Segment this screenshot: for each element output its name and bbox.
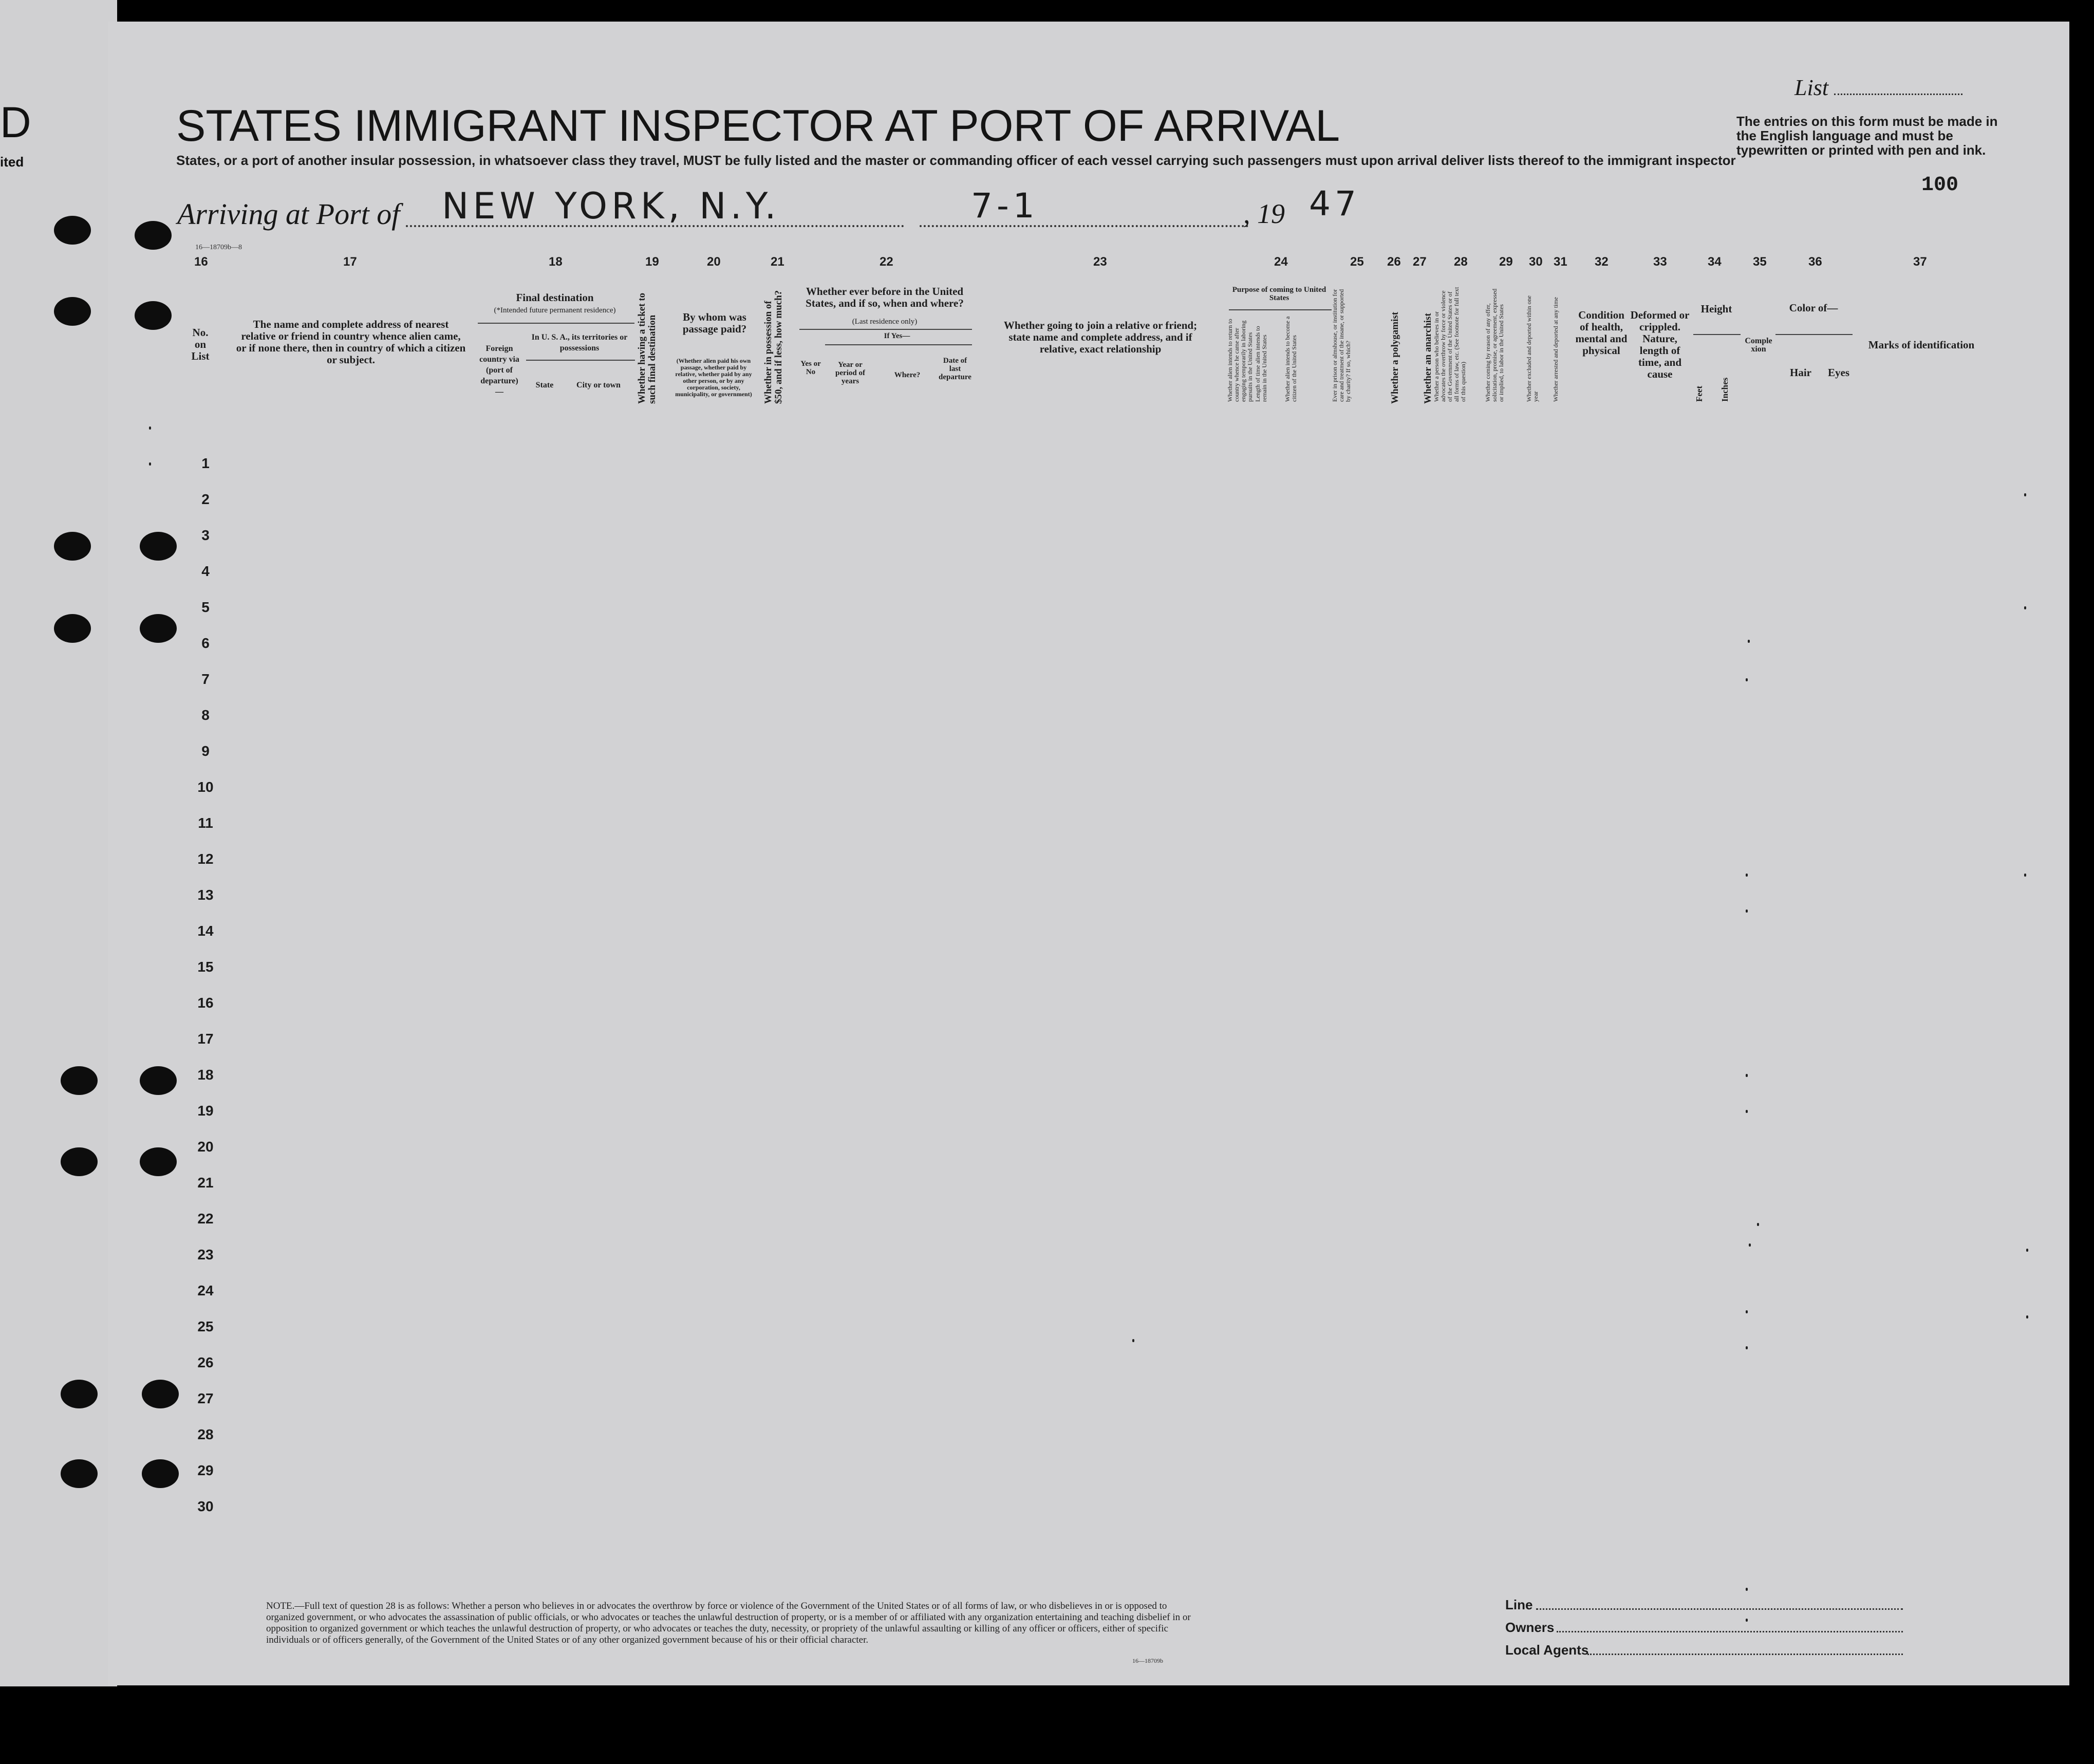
binder-hole — [142, 1380, 179, 1408]
scan-speck — [2026, 1315, 2028, 1319]
row-number: 27 — [197, 1390, 214, 1406]
line-field — [1536, 1608, 1903, 1610]
col24-title: Purpose of coming to United States — [1232, 286, 1326, 302]
row-number: 16 — [197, 995, 214, 1011]
col17-header: The name and complete address of nearest relative or friend in country whence alien came, or if none there, then in country of which a citizen or subject. — [236, 318, 466, 366]
row-number: 13 — [197, 887, 214, 903]
scan-speck — [1746, 909, 1748, 913]
col23-header: Whether going to join a relative or friend; state name and complete address, and if relative, exact relationship — [1003, 319, 1198, 355]
arriving-label: Arriving at Port of — [177, 197, 400, 231]
binder-hole — [54, 614, 91, 643]
column-number: 36 — [1808, 255, 1822, 269]
row-number: 12 — [197, 851, 214, 867]
col22-title: Whether ever before in the United States, and if so, when and where? — [806, 285, 964, 309]
row-number: 30 — [197, 1498, 214, 1514]
col30-header: Whether excluded and deported within one year — [1525, 295, 1539, 402]
binder-hole — [61, 1147, 98, 1176]
col34-header: Height — [1700, 303, 1732, 315]
scan-speck — [1746, 1110, 1748, 1113]
binder-hole — [142, 1459, 179, 1488]
col18-rule — [478, 323, 634, 324]
col18-usa-rule — [526, 360, 635, 361]
col36-rule — [1775, 334, 1853, 335]
col20-title: By whom was passage paid? — [682, 311, 747, 335]
manifest-page — [108, 22, 2069, 1685]
col18-usa: In U. S. A., its territories or possessions — [531, 333, 628, 352]
column-number: 21 — [771, 255, 784, 269]
col36-hair: Hair — [1790, 366, 1811, 379]
scan-speck — [2024, 493, 2026, 496]
col34-inches: Inches — [1720, 377, 1730, 402]
column-number: 16 — [194, 255, 208, 269]
binder-hole — [140, 1066, 177, 1095]
year-handwritten: 47 — [1309, 184, 1360, 224]
row-number: 9 — [201, 743, 210, 759]
binder-hole — [54, 532, 91, 561]
scan-speck — [1748, 640, 1750, 643]
col18-city: City or town — [576, 381, 621, 389]
col34-rule — [1693, 334, 1741, 335]
col22-subtitle: (Last residence only) — [852, 318, 918, 326]
local-agents-field — [1587, 1654, 1903, 1655]
col18-subtitle: (*Intended future permanent residence) — [494, 306, 616, 314]
strip-letter: D — [0, 98, 31, 146]
scan-speck — [149, 462, 151, 466]
col16-header: No. on List — [191, 326, 210, 362]
scan-speck — [1746, 678, 1748, 681]
scan-speck — [1746, 1346, 1748, 1349]
row-number: 11 — [198, 815, 213, 831]
scan-speck — [149, 426, 151, 430]
row-number: 10 — [197, 779, 214, 795]
col37-header: Marks of identification — [1868, 339, 1975, 351]
col22-yesno: Yes or No — [800, 360, 821, 376]
col24-citizen: Whether alien intends to become a citizen of the United States — [1284, 316, 1298, 402]
binder-hole — [54, 216, 91, 245]
column-number: 19 — [645, 255, 659, 269]
scan-speck — [2026, 1249, 2028, 1252]
date-line — [920, 225, 1248, 227]
col18-foreign: Foreign country via (port of departure)— — [479, 344, 519, 396]
col22-rule — [799, 329, 972, 330]
column-number: 17 — [343, 255, 357, 269]
col22-date: Date of last departure — [939, 357, 971, 381]
port-handwritten: NEW YORK, N.Y. — [442, 185, 780, 227]
row-number: 29 — [197, 1462, 214, 1478]
col31-header: Whether arrested and deported at any time — [1552, 297, 1559, 402]
col27-header: Whether an anarchist — [1423, 313, 1433, 404]
column-number: 29 — [1499, 255, 1513, 269]
row-number: 5 — [201, 599, 210, 615]
binder-hole — [61, 1459, 98, 1488]
binder-hole — [135, 301, 172, 330]
column-number: 22 — [880, 255, 893, 269]
previous-page-strip — [0, 0, 117, 1686]
col32-header: Condition of health, mental and physical — [1575, 309, 1628, 357]
row-number: 22 — [197, 1211, 214, 1227]
col22-where: Where? — [894, 371, 921, 379]
col19-header: Whether having a ticket to such final destination — [637, 292, 658, 404]
col34-feet: Feet — [1694, 385, 1704, 402]
column-number: 23 — [1093, 255, 1107, 269]
row-number: 28 — [197, 1426, 214, 1442]
row-number: 26 — [197, 1354, 214, 1370]
owners-field — [1557, 1631, 1903, 1632]
scan-speck — [1746, 1619, 1748, 1622]
col18-title: Final destination — [516, 291, 594, 304]
scan-speck — [1746, 1588, 1748, 1591]
column-number: 25 — [1350, 255, 1364, 269]
binder-hole — [140, 1147, 177, 1176]
scan-speck — [2024, 874, 2026, 877]
col36-eyes: Eyes — [1828, 366, 1849, 379]
row-number: 24 — [197, 1283, 214, 1298]
binder-hole — [61, 1066, 98, 1095]
col21-header: Whether in possession of $50, and if less, how much? — [763, 290, 784, 404]
owners-label: Owners — [1505, 1620, 1555, 1635]
col24-length: Length of time alien intends to remain in the United States — [1254, 326, 1268, 402]
column-number: 28 — [1454, 255, 1468, 269]
col28-header: Whether a person who believes in or advocates the overthrow by force or violence of the Government of the United States or of all forms of law, etc. (See footnote for full text of this question) — [1433, 287, 1467, 402]
question-28-note: NOTE.—Full text of question 28 is as follows: Whether a person who believes in or advocates the overthrow by force or violence of the Government of the United States or of all forms of law, or who disbelieves in or is opposed to organized government, or who advocates the assassination of public officials, or who advocates or teaches the unlawful destruction of property, or is a member of or affiliated with any organization entertaining and teaching disbelief in or opposition to organized government or which teaches the unlawful destruction of property, or who advocates or teaches the duty, necessity, or propriety of the unlawful assaulting or killing of any officer or officers, either of specific individuals or of officers generally, of the Government of the United States or of any other organized government because of his or their official character. — [266, 1601, 1191, 1645]
col35-header: Complexion — [1745, 337, 1772, 354]
column-number: 37 — [1913, 255, 1927, 269]
col24-return: Whether alien intends to return to country whence he came after engaging temporarily in laboring pursuits in the United States — [1226, 319, 1254, 402]
year-prefix: , 19 — [1243, 198, 1285, 229]
row-number: 21 — [197, 1175, 214, 1191]
scan-speck — [1132, 1339, 1134, 1342]
binder-hole — [61, 1380, 98, 1408]
col29-header: Whether coming by reason of any offer, solicitation, promise, or agreement, expressed or implied, to labor in the United States — [1484, 288, 1505, 402]
binder-hole — [54, 297, 91, 326]
row-number: 18 — [197, 1067, 214, 1083]
column-number: 24 — [1274, 255, 1288, 269]
row-number: 15 — [197, 959, 214, 975]
form-subtitle: States, or a port of another insular possession, in whatsoever class they travel, MUST be fully listed and the master or commanding officer of each vessel carrying such passengers must upon arrival deliver lists thereof to the immigrant inspector — [176, 153, 1736, 168]
column-number: 20 — [707, 255, 721, 269]
row-number: 25 — [197, 1319, 214, 1334]
list-number-line — [1834, 94, 1962, 95]
form-instructions: The entries on this form must be made in the English language and must be typewritten or printed with pen and ink. — [1736, 114, 1998, 158]
row-number: 19 — [197, 1103, 214, 1119]
row-number: 8 — [201, 707, 210, 723]
col22-ifyes-rule — [825, 344, 972, 345]
column-number: 35 — [1753, 255, 1767, 269]
row-number: 17 — [197, 1031, 214, 1047]
local-agents-label: Local Agents — [1505, 1642, 1589, 1658]
list-label: List — [1794, 75, 1829, 100]
row-number: 23 — [197, 1247, 214, 1262]
col22-years: Year or period of years — [835, 361, 865, 385]
column-number: 26 — [1387, 255, 1401, 269]
page-number: 100 — [1921, 174, 1959, 197]
scan-speck — [1746, 1074, 1748, 1077]
row-number: 4 — [201, 563, 210, 579]
line-label: Line — [1505, 1597, 1533, 1612]
col20-subtitle: (Whether alien paid his own passage, whether paid by relative, whether paid by any other person, or by any corporation, society, municipality, or government) — [675, 357, 752, 398]
form-number: 16—18709b—8 — [195, 244, 242, 251]
row-number: 6 — [201, 635, 210, 651]
column-number: 33 — [1653, 255, 1667, 269]
scan-speck — [1757, 1223, 1759, 1226]
col24-rule — [1229, 309, 1332, 310]
strip-fragment: ited — [0, 154, 24, 170]
col18-state: State — [535, 381, 554, 389]
scan-speck — [2024, 606, 2026, 609]
column-number: 30 — [1529, 255, 1543, 269]
col36-header: Color of— — [1789, 302, 1838, 314]
row-number: 3 — [201, 527, 210, 543]
binder-hole — [135, 221, 172, 250]
row-number: 1 — [201, 455, 210, 471]
col33-header: Deformed or crippled. Nature, length of time, and cause — [1630, 309, 1690, 380]
column-number: 31 — [1554, 255, 1567, 269]
binder-hole — [140, 532, 177, 561]
column-number: 18 — [549, 255, 563, 269]
date-handwritten: 7-1 — [971, 186, 1039, 226]
row-number: 7 — [201, 671, 210, 687]
scan-speck — [1749, 1243, 1751, 1247]
column-number: 32 — [1595, 255, 1609, 269]
row-number: 20 — [197, 1139, 214, 1155]
col26-header: Whether a polygamist — [1390, 311, 1400, 404]
column-number: 34 — [1708, 255, 1722, 269]
col22-ifyes: If Yes— — [884, 332, 910, 340]
row-number: 2 — [201, 491, 210, 507]
footer-form-number: 16—18709b — [1132, 1657, 1163, 1664]
col25-header: Ever in prison or almshouse, or institution for care and treatment of the insane, or supported by charity? If so, which? — [1331, 289, 1352, 402]
row-number: 14 — [197, 923, 214, 939]
form-title: STATES IMMIGRANT INSPECTOR AT PORT OF ARRIVAL — [176, 101, 1340, 151]
binder-hole — [140, 614, 177, 643]
column-number: 27 — [1413, 255, 1427, 269]
scan-speck — [1746, 874, 1748, 877]
scan-speck — [1746, 1310, 1748, 1313]
